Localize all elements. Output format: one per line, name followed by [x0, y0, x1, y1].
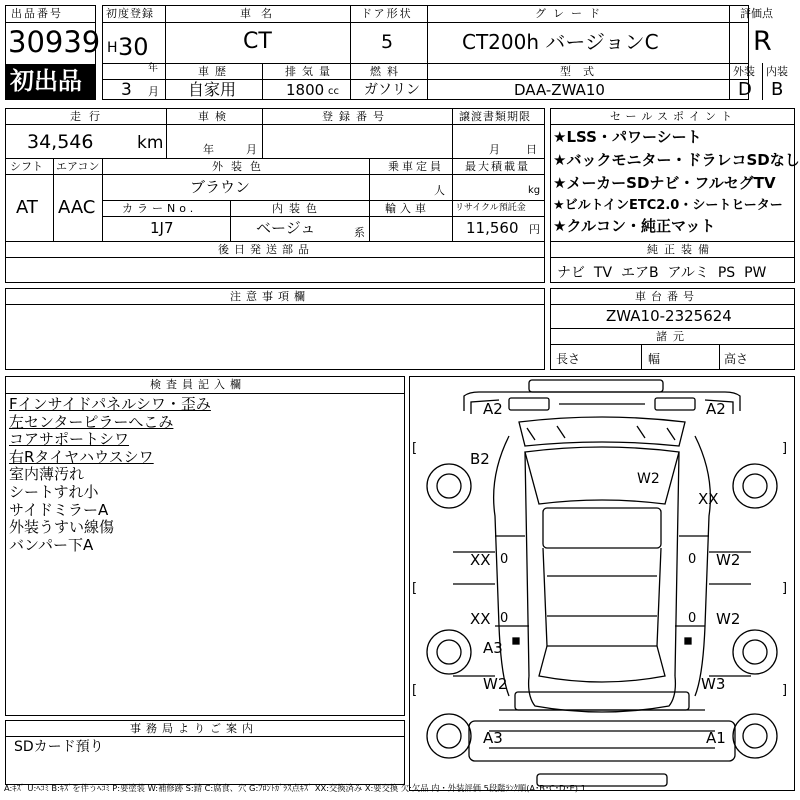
chassis-number: ZWA10-2325624: [606, 307, 732, 325]
ac-label: エアコン: [56, 160, 100, 173]
office-note: SDカード預り: [14, 739, 104, 755]
equipment-item: PS: [717, 265, 736, 281]
office-title: 事務局よりご案内: [130, 722, 258, 735]
equipment-item: PW: [744, 265, 767, 281]
capacity-label: 乗車定員: [388, 160, 444, 173]
inspector-note: シートすれ小: [9, 482, 99, 501]
inspector-note: 室内薄汚れ: [9, 465, 85, 484]
score-label: 評価点: [740, 7, 773, 20]
score: R: [753, 26, 772, 57]
door-label: ドア形状: [361, 7, 413, 20]
zero-mark: 0: [688, 611, 697, 626]
recycle-unit: 円: [529, 223, 540, 236]
caution-title: 注意事項欄: [230, 290, 310, 303]
color-no: 1J7: [150, 219, 174, 237]
fuel-label: 燃料: [370, 65, 404, 78]
inspector-note: Fインサイドパネルシワ・歪み: [9, 395, 211, 413]
recycle-fee: 11,560: [466, 219, 519, 237]
equipment-item: アルミ: [667, 265, 709, 281]
model-code: DAA-ZWA10: [514, 81, 605, 99]
ac: AAC: [58, 197, 96, 218]
equipment-item: TV: [593, 265, 613, 281]
inspector-note: コアサポートシワ: [9, 430, 130, 449]
month-unit: 月: [148, 85, 159, 98]
doors: 5: [381, 31, 394, 53]
load-unit: kg: [528, 185, 541, 196]
mileage-unit: km: [137, 133, 164, 153]
equipment-title: 純正装備: [647, 243, 715, 256]
damage-mark: W2: [637, 471, 660, 487]
damage-mark: A3: [483, 729, 503, 747]
mileage: 34,546: [27, 131, 94, 153]
dimension-height-label: 高さ: [724, 352, 749, 366]
sales-point-3: ★メーカーSDナビ・フルセグTV: [553, 174, 776, 192]
equipment-item: ナビ: [557, 265, 585, 281]
bracket-mark: ]: [782, 441, 788, 456]
fuel: ガソリン: [364, 82, 420, 98]
displacement: 1800: [286, 81, 325, 99]
month-number: 3: [121, 80, 132, 100]
inspector-note: バンパー下A: [9, 535, 94, 554]
bracket-mark: ]: [782, 683, 788, 698]
dimension-width-label: 幅: [648, 352, 661, 366]
sales-point-4: ★ビルトインETC2.0・シートヒーター: [553, 198, 783, 213]
dimension-length-label: 長さ: [556, 352, 581, 366]
bracket-mark: ]: [782, 581, 788, 596]
capacity-unit: 人: [434, 184, 445, 197]
bracket-mark: [: [412, 441, 418, 456]
car-name-label: 車名: [240, 7, 282, 20]
damage-mark: W3: [701, 675, 726, 693]
model-code-label: 型式: [560, 65, 606, 78]
later-parts-label: 後日発送部品: [218, 243, 314, 256]
reg-no-label: 登録番号: [322, 110, 390, 123]
first-reg-label: 初度登録: [106, 7, 154, 20]
chassis-title: 車台番号: [635, 290, 699, 303]
damage-mark: A1: [706, 729, 726, 747]
shift-label: シフト: [10, 160, 43, 173]
damage-mark: A2: [706, 400, 726, 418]
bracket-mark: [: [412, 683, 418, 698]
displacement-unit: cc: [328, 86, 339, 97]
mileage-label: 走行: [70, 110, 108, 123]
interior-color-unit: 系: [354, 226, 365, 239]
inspector-notes: [9, 396, 211, 554]
transfer-doc-label: 譲渡書類期限: [459, 110, 531, 123]
first-listing-text: 初出品: [10, 67, 82, 95]
grade: CT200h バージョンC: [462, 30, 659, 54]
exterior-grade: D: [738, 79, 752, 100]
year-number: 30: [118, 33, 149, 61]
import-label: 輸入車: [385, 202, 430, 215]
damage-mark: B2: [470, 450, 490, 468]
sales-point-1: ★LSS・パワーシート: [553, 128, 702, 146]
damage-mark: XX: [470, 551, 491, 569]
inspection-label: 車検: [198, 110, 232, 123]
inspector-title: 検査員記入欄: [150, 378, 246, 391]
transfer-month-unit: 月: [489, 143, 500, 156]
interior-color: ベージュ: [256, 219, 316, 237]
legend: A:ｷｽﾞ U:ﾍｺﾐ B:ｷｽﾞを伴うﾍｺﾐ P:要塗装 W:補修跡 S:錆 C:腐食、穴 G:ﾌﾛﾝﾄｶﾞﾗｽ点ｷｽﾞ XX:交換済み X:要交換 欠:欠品 内・外装評価 5段階ﾗﾝｸ順(A･B･C･D･E) 1: [4, 783, 586, 793]
damage-mark: A2: [483, 400, 503, 418]
inspection-year-unit: 年: [203, 143, 214, 156]
car-name: CT: [243, 29, 272, 54]
damage-mark: W2: [716, 551, 741, 569]
damage-mark: A3: [483, 639, 503, 657]
zero-mark: 0: [688, 552, 697, 567]
year-unit: 年: [148, 63, 158, 74]
inspection-month-unit: 月: [246, 143, 257, 156]
inspector-note: 左センターピラーへこみ: [9, 412, 174, 431]
color-label: 外装色: [212, 160, 269, 173]
inspector-note: 右Rタイヤハウスシワ: [9, 447, 154, 466]
history-label: 車歴: [198, 65, 232, 78]
sales-point-5: ★クルコン・純正マット: [553, 217, 716, 235]
history: 自家用: [188, 80, 237, 99]
transfer-day-unit: 日: [526, 143, 537, 156]
lot-label: 出品番号: [11, 7, 63, 20]
equipment-list: [557, 262, 766, 282]
interior-label: 内装: [766, 65, 788, 78]
dimensions-title: 諸元: [656, 330, 690, 343]
sales-point-2: ★バックモニター・ドラレコSDなし: [553, 151, 800, 169]
inspector-note: サイドミラーA: [9, 500, 109, 519]
grade-label: グレード: [535, 7, 607, 20]
zero-mark: 0: [500, 611, 509, 626]
color-no-label: カラーNo.: [122, 202, 198, 215]
inspector-note: 外装うすい線傷: [9, 518, 115, 537]
era: H: [107, 40, 118, 56]
lot-number: 30939: [8, 25, 101, 59]
equipment-item: エアB: [620, 265, 659, 281]
color: ブラウン: [190, 178, 251, 196]
displacement-label: 排気量: [285, 65, 336, 78]
interior-grade: B: [771, 79, 784, 100]
shift: AT: [16, 197, 38, 218]
damage-mark: W2: [716, 610, 741, 628]
bracket-mark: [: [412, 581, 418, 596]
car-diagram: [409, 376, 795, 791]
exterior-label: 外装: [733, 65, 755, 78]
zero-mark: 0: [500, 552, 509, 567]
damage-mark: XX: [470, 610, 491, 628]
interior-color-label: 内装色: [272, 202, 323, 215]
damage-mark: XX: [698, 490, 719, 508]
recycle-label: リサイクル預託金: [455, 203, 526, 213]
damage-mark: W2: [483, 675, 508, 693]
load-label: 最大積載量: [465, 160, 530, 173]
sales-points-title: セールスポイント: [610, 110, 738, 123]
